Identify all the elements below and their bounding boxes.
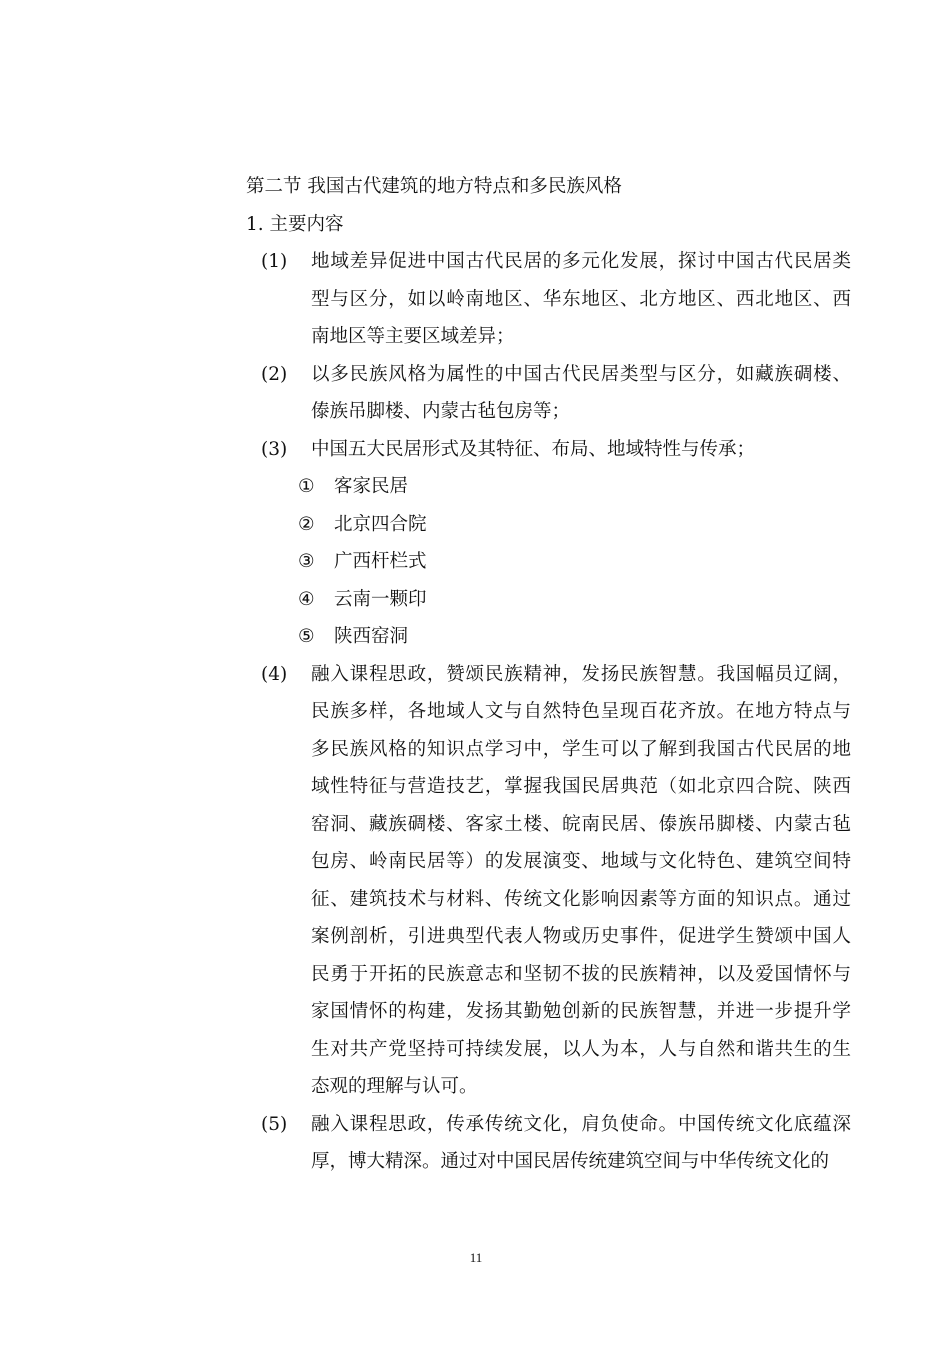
sublist-item-marker: ①	[298, 476, 315, 497]
list-item-text-line: 中国五大民居形式及其特征、布局、地域特性与传承；	[311, 438, 756, 460]
list-item-number: (2)	[261, 363, 288, 385]
sublist-item-text: 云南一颗印	[334, 588, 427, 610]
content-heading: 1. 主要内容	[246, 213, 344, 235]
list-item-text-line: 型与区分，如以岭南地区、华东地区、北方地区、西北地区、西	[311, 288, 851, 310]
list-item	[261, 356, 851, 431]
page-content	[246, 168, 851, 1181]
sublist-item-text: 北京四合院	[334, 513, 427, 535]
sublist-item-marker: ②	[298, 513, 315, 535]
sublist-item-text: 陕西窑洞	[334, 626, 409, 647]
list-item-text-line: 包房、岭南民居等）的发展演变、地域与文化特色、建筑空间特	[311, 851, 851, 872]
list-item-text-line: 窑洞、藏族碉楼、客家土楼、皖南民居、傣族吊脚楼、内蒙古毡	[311, 813, 851, 835]
list-items-4-5	[246, 656, 851, 1181]
list-item-text-line: 地域差异促进中国古代民居的多元化发展，探讨中国古代民居类	[311, 251, 851, 272]
sublist-item	[298, 468, 846, 506]
list-item-text-line: 态观的理解与认可。	[311, 1076, 478, 1097]
list-item	[261, 1106, 851, 1181]
list-item	[261, 431, 851, 469]
list-item	[261, 243, 851, 356]
list-item-text-line: 生对共产党坚持可持续发展，以人为本，人与自然和谐共生的生	[311, 1038, 851, 1060]
sublist-item-text: 广西杆栏式	[334, 551, 427, 572]
sublist-item-marker: ⑤	[298, 626, 315, 647]
list-item	[261, 656, 851, 1106]
list-item-text-line: 以多民族风格为属性的中国古代民居类型与区分，如藏族碉楼、	[311, 363, 851, 385]
list-item-text-line: 融入课程思政，传承传统文化，肩负使命。中国传统文化底蕴深	[311, 1113, 851, 1135]
sublist-item-marker: ④	[298, 588, 315, 610]
list-item-text-line: 家国情怀的构建，发扬其勤勉创新的民族智慧，并进一步提升学	[311, 1001, 851, 1022]
list-item-number: (4)	[261, 663, 288, 685]
list-item-text-line: 案例剖析，引进典型代表人物或历史事件，促进学生赞颂中国人	[311, 926, 851, 947]
list-item-text-line: 民族多样，各地域人文与自然特色呈现百花齐放。在地方特点与	[311, 701, 851, 722]
sublist-item	[298, 543, 846, 581]
list-item-text-line: 民勇于开拓的民族意志和坚韧不拔的民族精神，以及爱国情怀与	[311, 963, 851, 985]
sublist-item	[298, 618, 846, 656]
list-item-text-line: 多民族风格的知识点学习中，学生可以了解到我国古代民居的地	[311, 738, 851, 760]
list-item-text-line: 南地区等主要区域差异；	[311, 326, 515, 347]
list-item-text-line: 域性特征与营造技艺，掌握我国民居典范（如北京四合院、陕西	[311, 776, 851, 797]
list-item-text-line: 征、建筑技术与材料、传统文化影响因素等方面的知识点。通过	[311, 888, 851, 910]
list-item-text-line: 融入课程思政，赞颂民族精神，发扬民族智慧。我国幅员辽阔，	[311, 663, 851, 685]
sublist-item-text: 客家民居	[334, 476, 409, 497]
section-title: 第二节 我国古代建筑的地方特点和多民族风格	[246, 176, 622, 197]
list-item-number: (5)	[261, 1113, 288, 1135]
sublist-item	[298, 506, 846, 544]
list-item-number: (1)	[261, 251, 288, 272]
list-item-number: (3)	[261, 438, 288, 460]
list-items-1-3	[246, 243, 851, 468]
page-number: 11	[469, 1250, 483, 1265]
list-item-text-line: 傣族吊脚楼、内蒙古毡包房等；	[311, 401, 571, 422]
sublist-dwelling-types	[246, 468, 846, 656]
list-item-text-line: 厚，博大精深。通过对中国民居传统建筑空间与中华传统文化的	[311, 1151, 830, 1172]
sublist-item	[298, 581, 846, 619]
sublist-item-marker: ③	[298, 551, 315, 572]
